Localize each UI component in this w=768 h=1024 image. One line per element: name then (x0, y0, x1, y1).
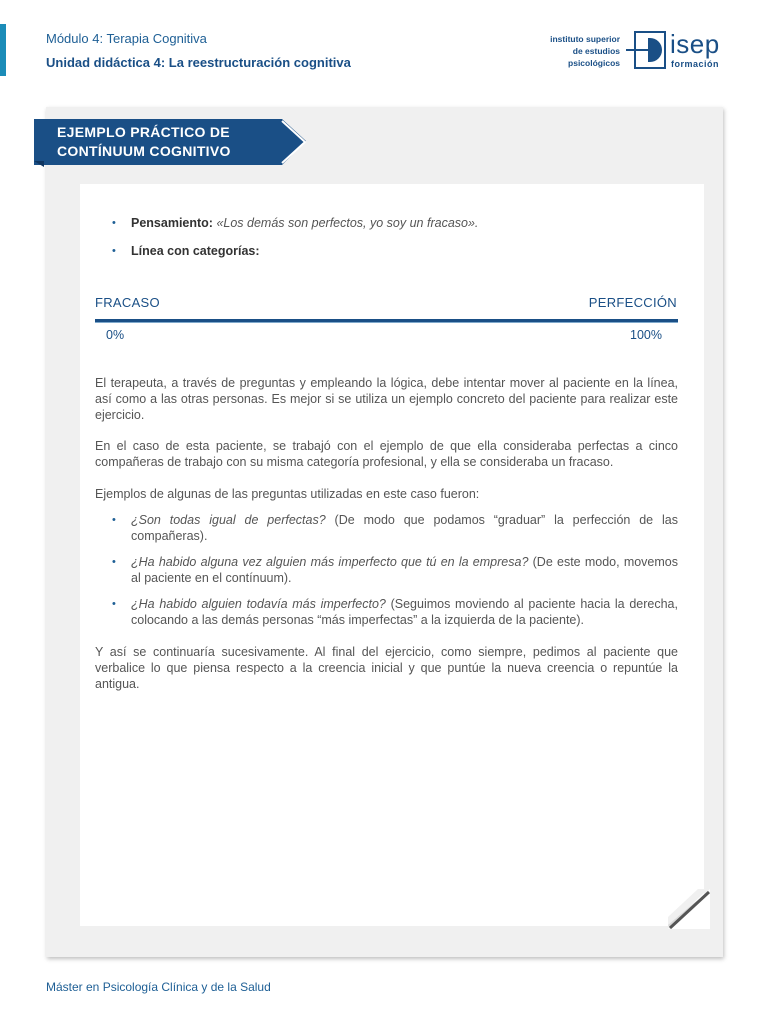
logo-line-2: de estudios (572, 46, 620, 56)
scale-right-percent: 100% (630, 328, 662, 342)
list-item (112, 596, 678, 628)
page-curl-icon (668, 889, 710, 929)
isep-logo (550, 29, 724, 71)
paragraph-1: El terapeuta, a través de preguntas y empleando la lógica, debe intentar mover al paciente en la línea, así como a las otras personas. Es mejor si se utiliza un ejemplo concreto del paciente para realizar este ejercicio. (95, 376, 678, 422)
list-item (112, 243, 672, 259)
scale-right-label: PERFECCIÓN (588, 295, 677, 310)
logo-mark-icon (634, 31, 666, 69)
section-banner-title (57, 123, 231, 161)
banner-line-2: CONTÍNUUM COGNITIVO (57, 143, 231, 159)
logo-subbrand: formación (671, 59, 720, 69)
question-2: ¿Ha habido alguna vez alguien más imperfecto que tú en la empresa? (131, 555, 529, 569)
list-item (112, 512, 678, 544)
logo-line-3: psicológicos (568, 58, 620, 68)
scale-left-percent: 0% (106, 328, 125, 342)
paragraph-3: Ejemplos de algunas de las preguntas utilizadas en este caso fueron: (95, 487, 480, 501)
question-2-note: (De este modo, movemos al paciente en el contínuum). (131, 555, 678, 585)
continuum-line-shadow (95, 322, 678, 323)
question-3: ¿Ha habido alguien todavía más imperfecto? (131, 597, 386, 611)
footer-program: Máster en Psicología Clínica y de la Salud (46, 980, 271, 994)
question-bullets (112, 512, 678, 638)
module-title: Módulo 4: Terapia Cognitiva (46, 31, 207, 46)
accent-bar (0, 24, 6, 76)
paragraph-2: En el caso de esta paciente, se trabajó con el ejemplo de que ella consideraba perfectas a cinco compañeras de trabajo con su misma categoría profesional, y ella se consideraba un fracaso. (95, 439, 678, 469)
unit-title: Unidad didáctica 4: La reestructuración cognitiva (46, 55, 351, 70)
thought-bullets (112, 215, 672, 271)
list-item (112, 554, 678, 586)
question-1: ¿Son todas igual de perfectas? (131, 513, 326, 527)
question-1-note: (De modo que podamos “graduar” la perfección de las compañeras). (131, 513, 678, 543)
scale-left-label: FRACASO (95, 295, 160, 310)
question-3-note: (Seguimos moviendo al paciente hacia la derecha, colocando a las demás personas “más imperfectas” a la izquierda de la paciente). (131, 597, 678, 627)
logo-institute-text (550, 33, 620, 69)
thought-label: Pensamiento: (131, 216, 213, 230)
paragraph-4: Y así se continuaría sucesivamente. Al final del ejercicio, como siempre, pedimos al paciente que verbalice lo que piensa respecto a la creencia inicial y que puntúe la nueva creencia o repuntúe la antigua. (95, 645, 678, 691)
line-label: Línea con categorías: (131, 244, 260, 258)
list-item (112, 215, 672, 231)
logo-line-1: instituto superior (550, 34, 620, 44)
thought-text: «Los demás son perfectos, yo soy un fracaso». (212, 216, 479, 230)
banner-line-1: EJEMPLO PRÁCTICO DE (57, 124, 230, 140)
logo-brand: isep (670, 29, 720, 59)
